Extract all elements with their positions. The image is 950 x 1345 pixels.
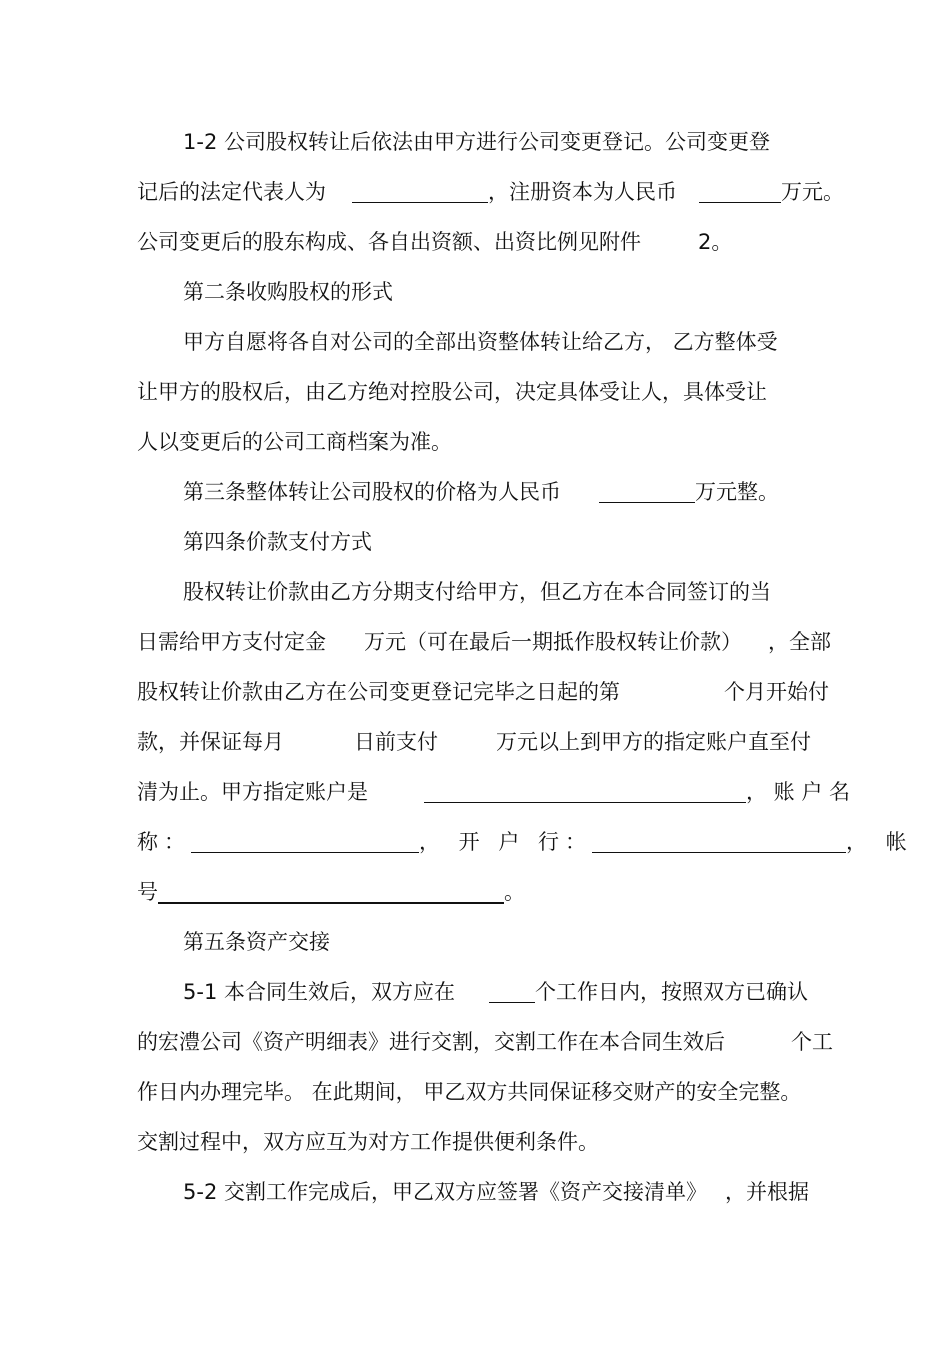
text: 清为止。甲方指定账户是 [137, 780, 368, 804]
text: 人以变更后的公司工商档案为准。 [137, 430, 452, 454]
article-4-line-1 [183, 580, 771, 604]
article-2-line-1 [183, 330, 778, 354]
clause-5-1-line-4 [137, 1130, 599, 1154]
bank-name-blank[interactable] [592, 830, 846, 853]
article-4-line-3 [137, 680, 829, 704]
text: 万元整。 [695, 480, 779, 504]
text: 万元以上到甲方的指定账户直至付 [496, 730, 811, 754]
article-4-line-2 [137, 630, 831, 654]
text: ， 开 户 行： [419, 830, 593, 854]
text: 个工作日内，按照双方已确认 [534, 980, 808, 1004]
clause-1-2-line-3 [137, 230, 732, 254]
text: 记后的法定代表人为 [137, 180, 326, 204]
text: 万元（可在最后一期抵作股权转让价款） [364, 630, 742, 654]
account-name-blank[interactable] [191, 830, 419, 853]
text: 作日内办理完毕。 在此期间， 甲乙双方共同保证移交财产的安全完整。 [137, 1080, 802, 1104]
text: ，并根据 [724, 1180, 809, 1204]
text: ，全部 [768, 630, 831, 654]
text: ， 帐 [846, 830, 913, 854]
article-4-line-7 [137, 880, 525, 904]
designated-account-blank[interactable] [424, 780, 746, 803]
text: 个月开始付 [724, 680, 829, 704]
text: 甲方自愿将各自对公司的全部出资整体转让给乙方， 乙方整体受 [183, 330, 778, 354]
account-number-blank[interactable] [158, 880, 504, 904]
text: 2。 [698, 230, 733, 254]
working-days-blank[interactable] [489, 980, 535, 1003]
heading-text: 第四条价款支付方式 [183, 530, 372, 554]
text: 日前支付 [354, 730, 438, 754]
clause-5-1-line-1 [183, 980, 808, 1004]
text: 万元。 [781, 180, 844, 204]
text: 股权转让价款由乙方在公司变更登记完毕之日起的第 [137, 680, 620, 704]
heading-text: 第五条资产交接 [183, 930, 330, 954]
article-4-line-6 [137, 830, 913, 854]
text: 让甲方的股权后，由乙方绝对控股公司，决定具体受让人，具体受让 [137, 380, 767, 404]
clause-1-2-line-1 [183, 130, 770, 154]
text: 1-2 公司股权转让后依法由甲方进行公司变更登记。公司变更登 [183, 130, 770, 154]
article-2-line-3 [137, 430, 452, 454]
text: 股权转让价款由乙方分期支付给甲方，但乙方在本合同签订的当 [183, 580, 771, 604]
article-4-line-4 [137, 730, 811, 754]
text: 第三条整体转让公司股权的价格为人民币 [183, 480, 561, 504]
text: 。 [504, 880, 525, 904]
article-4-heading [183, 530, 372, 554]
text: 款，并保证每月 [137, 730, 284, 754]
article-5-heading [183, 930, 330, 954]
text: 称： [137, 830, 191, 854]
registered-capital-blank[interactable] [699, 180, 781, 203]
article-2-line-2 [137, 380, 767, 404]
clause-5-1-line-3 [137, 1080, 801, 1104]
legal-rep-blank[interactable] [352, 180, 488, 203]
article-4-line-5 [137, 780, 850, 804]
text: ，注册资本为人民币 [488, 180, 677, 204]
clause-5-2-line-1 [183, 1180, 809, 1204]
clause-5-1-line-2 [137, 1030, 833, 1054]
text: 号 [137, 880, 158, 904]
heading-text: 第二条收购股权的形式 [183, 280, 393, 304]
text: 日需给甲方支付定金 [137, 630, 326, 654]
text: 交割过程中，双方应互为对方工作提供便利条件。 [137, 1130, 599, 1154]
text: 的宏澧公司《资产明细表》进行交割，交割工作在本合同生效后 [137, 1030, 725, 1054]
article-3-line [183, 480, 779, 504]
text: ， 账 户 名 [746, 780, 851, 804]
text: 5-2 交割工作完成后，甲乙双方应签署《资产交接清单》 [183, 1180, 707, 1204]
article-2-heading [183, 280, 393, 304]
text: 个工 [791, 1030, 833, 1054]
clause-1-2-line-2 [137, 180, 844, 204]
transfer-price-blank[interactable] [599, 480, 695, 503]
text: 公司变更后的股东构成、各自出资额、出资比例见附件 [137, 230, 641, 254]
text: 5-1 本合同生效后，双方应在 [183, 980, 455, 1004]
